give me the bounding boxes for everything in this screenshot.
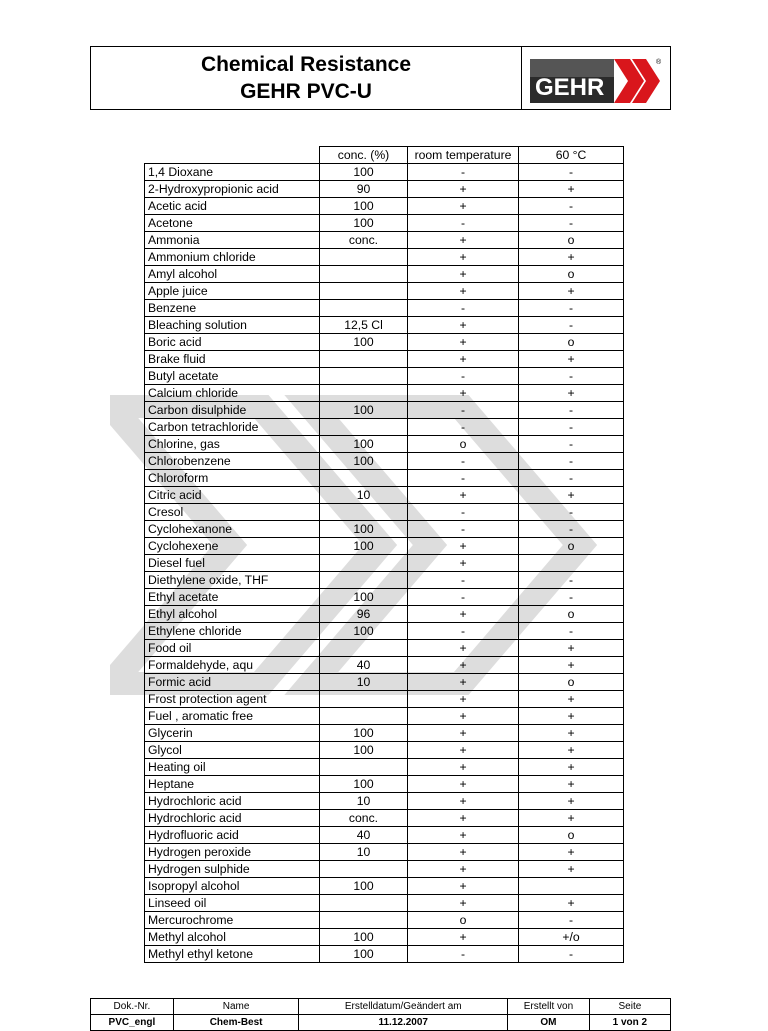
chemical-name: Chlorobenzene bbox=[145, 453, 320, 470]
60c-rating: o bbox=[519, 606, 624, 623]
60c-rating: o bbox=[519, 266, 624, 283]
table-row bbox=[145, 691, 624, 708]
concentration bbox=[320, 300, 408, 317]
concentration bbox=[320, 691, 408, 708]
60c-rating: - bbox=[519, 317, 624, 334]
table-row bbox=[145, 725, 624, 742]
footer-value-row bbox=[91, 1015, 671, 1031]
table-row bbox=[145, 844, 624, 861]
footer-label-doc-nr: Dok.-Nr. bbox=[91, 999, 174, 1015]
chemical-name: Hydrochloric acid bbox=[145, 793, 320, 810]
room-temperature-rating: + bbox=[408, 181, 519, 198]
room-temperature-rating: + bbox=[408, 640, 519, 657]
footer-name: Chem-Best bbox=[173, 1015, 299, 1031]
table-row bbox=[145, 946, 624, 963]
60c-rating: + bbox=[519, 844, 624, 861]
room-temperature-rating: + bbox=[408, 283, 519, 300]
concentration: 100 bbox=[320, 929, 408, 946]
60c-rating: - bbox=[519, 436, 624, 453]
concentration: 96 bbox=[320, 606, 408, 623]
table-row bbox=[145, 827, 624, 844]
60c-rating: o bbox=[519, 334, 624, 351]
chemical-name: Hydrogen peroxide bbox=[145, 844, 320, 861]
chemical-name: Formic acid bbox=[145, 674, 320, 691]
concentration bbox=[320, 895, 408, 912]
chemical-name: Brake fluid bbox=[145, 351, 320, 368]
room-temperature-rating: - bbox=[408, 419, 519, 436]
room-temperature-rating: + bbox=[408, 266, 519, 283]
concentration bbox=[320, 759, 408, 776]
title-line-1: Chemical Resistance bbox=[200, 53, 412, 76]
concentration: 100 bbox=[320, 776, 408, 793]
room-temperature-rating: - bbox=[408, 521, 519, 538]
table-row bbox=[145, 215, 624, 232]
60c-rating bbox=[519, 555, 624, 572]
registered-mark: ® bbox=[656, 59, 662, 66]
concentration: conc. bbox=[320, 810, 408, 827]
room-temperature-rating: + bbox=[408, 385, 519, 402]
room-temperature-rating: - bbox=[408, 164, 519, 181]
60c-rating: + bbox=[519, 351, 624, 368]
60c-rating: + bbox=[519, 657, 624, 674]
footer-label-author: Erstellt von bbox=[508, 999, 590, 1015]
concentration bbox=[320, 249, 408, 266]
concentration bbox=[320, 470, 408, 487]
chemical-name: Ethyl alcohol bbox=[145, 606, 320, 623]
60c-rating: - bbox=[519, 198, 624, 215]
concentration: 40 bbox=[320, 827, 408, 844]
room-temperature-rating: - bbox=[408, 572, 519, 589]
concentration: 100 bbox=[320, 436, 408, 453]
60c-rating: - bbox=[519, 419, 624, 436]
footer-author: OM bbox=[508, 1015, 590, 1031]
room-temperature-rating: + bbox=[408, 538, 519, 555]
table-row bbox=[145, 232, 624, 249]
chemical-name: Glycerin bbox=[145, 725, 320, 742]
document-title bbox=[91, 51, 521, 105]
room-temperature-rating: + bbox=[408, 878, 519, 895]
table-row bbox=[145, 249, 624, 266]
chemical-name: Hydrogen sulphide bbox=[145, 861, 320, 878]
chemical-name: Bleaching solution bbox=[145, 317, 320, 334]
60c-rating: o bbox=[519, 538, 624, 555]
footer-label-page: Seite bbox=[589, 999, 670, 1015]
chemical-name: Butyl acetate bbox=[145, 368, 320, 385]
concentration bbox=[320, 912, 408, 929]
room-temperature-rating: + bbox=[408, 351, 519, 368]
room-temperature-rating: - bbox=[408, 368, 519, 385]
chemical-name: Apple juice bbox=[145, 283, 320, 300]
concentration bbox=[320, 266, 408, 283]
chemical-name: Carbon disulphide bbox=[145, 402, 320, 419]
concentration bbox=[320, 504, 408, 521]
table-row bbox=[145, 487, 624, 504]
60c-rating: + bbox=[519, 895, 624, 912]
room-temperature-rating: o bbox=[408, 912, 519, 929]
table-row bbox=[145, 436, 624, 453]
concentration bbox=[320, 283, 408, 300]
60c-rating: + bbox=[519, 810, 624, 827]
document-header bbox=[90, 46, 671, 110]
chemical-name: 1,4 Dioxane bbox=[145, 164, 320, 181]
footer-label-date: Erstelldatum/Geändert am bbox=[299, 999, 508, 1015]
60c-rating: + bbox=[519, 742, 624, 759]
table-row bbox=[145, 198, 624, 215]
concentration: 100 bbox=[320, 198, 408, 215]
chemical-name: Cresol bbox=[145, 504, 320, 521]
room-temperature-rating: + bbox=[408, 929, 519, 946]
concentration: 100 bbox=[320, 878, 408, 895]
concentration: 10 bbox=[320, 487, 408, 504]
60c-rating: + bbox=[519, 776, 624, 793]
chemical-name: Glycol bbox=[145, 742, 320, 759]
chemical-name: Ethyl acetate bbox=[145, 589, 320, 606]
60c-rating: + bbox=[519, 640, 624, 657]
footer-label-name: Name bbox=[173, 999, 299, 1015]
room-temperature-rating: + bbox=[408, 249, 519, 266]
room-temperature-rating: + bbox=[408, 606, 519, 623]
concentration: 100 bbox=[320, 589, 408, 606]
header-room-temperature: room temperature bbox=[408, 147, 519, 164]
60c-rating: - bbox=[519, 521, 624, 538]
concentration: 100 bbox=[320, 538, 408, 555]
concentration bbox=[320, 708, 408, 725]
chemical-name: Chloroform bbox=[145, 470, 320, 487]
60c-rating: + bbox=[519, 283, 624, 300]
concentration: 90 bbox=[320, 181, 408, 198]
concentration: 100 bbox=[320, 623, 408, 640]
table-row bbox=[145, 453, 624, 470]
room-temperature-rating: + bbox=[408, 810, 519, 827]
concentration: 100 bbox=[320, 521, 408, 538]
60c-rating: + bbox=[519, 487, 624, 504]
header-blank bbox=[145, 147, 320, 164]
60c-rating: - bbox=[519, 504, 624, 521]
60c-rating: + bbox=[519, 385, 624, 402]
60c-rating: + bbox=[519, 861, 624, 878]
room-temperature-rating: - bbox=[408, 402, 519, 419]
logo-text: GEHR bbox=[535, 74, 605, 101]
60c-rating: - bbox=[519, 589, 624, 606]
footer-doc-nr: PVC_engl bbox=[91, 1015, 174, 1031]
room-temperature-rating: + bbox=[408, 334, 519, 351]
concentration: 10 bbox=[320, 793, 408, 810]
room-temperature-rating: - bbox=[408, 946, 519, 963]
60c-rating: + bbox=[519, 708, 624, 725]
table-row bbox=[145, 929, 624, 946]
table-row bbox=[145, 878, 624, 895]
table-row bbox=[145, 759, 624, 776]
concentration bbox=[320, 640, 408, 657]
60c-rating: o bbox=[519, 674, 624, 691]
chemical-name: Hydrofluoric acid bbox=[145, 827, 320, 844]
room-temperature-rating: + bbox=[408, 844, 519, 861]
chemical-name: Formaldehyde, aqu bbox=[145, 657, 320, 674]
table-row bbox=[145, 861, 624, 878]
concentration: 100 bbox=[320, 402, 408, 419]
concentration: 100 bbox=[320, 215, 408, 232]
chemical-name: Heptane bbox=[145, 776, 320, 793]
chemical-name: Mercurochrome bbox=[145, 912, 320, 929]
chemical-name: Calcium chloride bbox=[145, 385, 320, 402]
60c-rating: + bbox=[519, 691, 624, 708]
footer-page: 1 von 2 bbox=[589, 1015, 670, 1031]
60c-rating: - bbox=[519, 946, 624, 963]
chemical-name: Linseed oil bbox=[145, 895, 320, 912]
header-60c: 60 °C bbox=[519, 147, 624, 164]
room-temperature-rating: - bbox=[408, 470, 519, 487]
chemical-name: Ammonium chloride bbox=[145, 249, 320, 266]
table-row bbox=[145, 776, 624, 793]
chemical-name: Isopropyl alcohol bbox=[145, 878, 320, 895]
room-temperature-rating: - bbox=[408, 215, 519, 232]
60c-rating: +/o bbox=[519, 929, 624, 946]
room-temperature-rating: o bbox=[408, 436, 519, 453]
concentration: 40 bbox=[320, 657, 408, 674]
concentration bbox=[320, 555, 408, 572]
chemical-name: Diesel fuel bbox=[145, 555, 320, 572]
table-row bbox=[145, 164, 624, 181]
chemical-name: Chlorine, gas bbox=[145, 436, 320, 453]
chemical-name: Methyl ethyl ketone bbox=[145, 946, 320, 963]
room-temperature-rating: - bbox=[408, 623, 519, 640]
table-row bbox=[145, 623, 624, 640]
concentration: 100 bbox=[320, 742, 408, 759]
concentration: 100 bbox=[320, 946, 408, 963]
table-row bbox=[145, 368, 624, 385]
chemical-name: Boric acid bbox=[145, 334, 320, 351]
room-temperature-rating: + bbox=[408, 317, 519, 334]
room-temperature-rating: - bbox=[408, 504, 519, 521]
room-temperature-rating: + bbox=[408, 759, 519, 776]
table-row bbox=[145, 606, 624, 623]
room-temperature-rating: + bbox=[408, 725, 519, 742]
table-row bbox=[145, 351, 624, 368]
chemical-name: Ethylene chloride bbox=[145, 623, 320, 640]
header-concentration: conc. (%) bbox=[320, 147, 408, 164]
table-row bbox=[145, 640, 624, 657]
table-row bbox=[145, 521, 624, 538]
table-row bbox=[145, 317, 624, 334]
table-row bbox=[145, 810, 624, 827]
table-row bbox=[145, 385, 624, 402]
concentration: 10 bbox=[320, 844, 408, 861]
table-row bbox=[145, 266, 624, 283]
chemical-name: Diethylene oxide, THF bbox=[145, 572, 320, 589]
chemical-name: Frost protection agent bbox=[145, 691, 320, 708]
60c-rating: + bbox=[519, 249, 624, 266]
concentration: 12,5 Cl bbox=[320, 317, 408, 334]
table-row bbox=[145, 402, 624, 419]
60c-rating: + bbox=[519, 725, 624, 742]
concentration: 100 bbox=[320, 453, 408, 470]
chemical-name: Heating oil bbox=[145, 759, 320, 776]
table-row bbox=[145, 674, 624, 691]
footer-date: 11.12.2007 bbox=[299, 1015, 508, 1031]
chemical-name: Carbon tetrachloride bbox=[145, 419, 320, 436]
chemical-name: Hydrochloric acid bbox=[145, 810, 320, 827]
60c-rating: - bbox=[519, 912, 624, 929]
chemical-name: Methyl alcohol bbox=[145, 929, 320, 946]
concentration: 10 bbox=[320, 674, 408, 691]
room-temperature-rating: + bbox=[408, 861, 519, 878]
60c-rating: - bbox=[519, 453, 624, 470]
concentration bbox=[320, 351, 408, 368]
60c-rating: + bbox=[519, 759, 624, 776]
chemical-name: Benzene bbox=[145, 300, 320, 317]
concentration: 100 bbox=[320, 164, 408, 181]
chemical-name: Acetic acid bbox=[145, 198, 320, 215]
table-row bbox=[145, 793, 624, 810]
room-temperature-rating: - bbox=[408, 453, 519, 470]
chemical-name: Food oil bbox=[145, 640, 320, 657]
60c-rating: - bbox=[519, 215, 624, 232]
logo-cell bbox=[521, 47, 671, 109]
concentration bbox=[320, 368, 408, 385]
chemical-name: Fuel , aromatic free bbox=[145, 708, 320, 725]
gehr-logo bbox=[530, 57, 663, 104]
table-row bbox=[145, 470, 624, 487]
60c-rating bbox=[519, 878, 624, 895]
60c-rating: - bbox=[519, 164, 624, 181]
60c-rating: - bbox=[519, 300, 624, 317]
room-temperature-rating: + bbox=[408, 674, 519, 691]
room-temperature-rating: + bbox=[408, 232, 519, 249]
room-temperature-rating: + bbox=[408, 487, 519, 504]
room-temperature-rating: + bbox=[408, 555, 519, 572]
chemical-name: Ammonia bbox=[145, 232, 320, 249]
room-temperature-rating: + bbox=[408, 827, 519, 844]
60c-rating: - bbox=[519, 572, 624, 589]
chemical-name: Amyl alcohol bbox=[145, 266, 320, 283]
table-row bbox=[145, 895, 624, 912]
room-temperature-rating: + bbox=[408, 793, 519, 810]
table-row bbox=[145, 912, 624, 929]
chemical-name: Cyclohexanone bbox=[145, 521, 320, 538]
table-row bbox=[145, 334, 624, 351]
concentration: 100 bbox=[320, 334, 408, 351]
room-temperature-rating: + bbox=[408, 691, 519, 708]
document-footer bbox=[90, 998, 671, 1031]
table-row bbox=[145, 538, 624, 555]
table-row bbox=[145, 181, 624, 198]
table-row bbox=[145, 504, 624, 521]
concentration bbox=[320, 572, 408, 589]
chemical-name: Citric acid bbox=[145, 487, 320, 504]
chemical-name: Cyclohexene bbox=[145, 538, 320, 555]
table-row bbox=[145, 300, 624, 317]
chemical-name: 2-Hydroxypropionic acid bbox=[145, 181, 320, 198]
table-row bbox=[145, 708, 624, 725]
60c-rating: o bbox=[519, 232, 624, 249]
title-line-2: GEHR PVC-U bbox=[240, 80, 372, 103]
table-row bbox=[145, 572, 624, 589]
60c-rating: + bbox=[519, 181, 624, 198]
concentration bbox=[320, 861, 408, 878]
table-row bbox=[145, 283, 624, 300]
table-row bbox=[145, 555, 624, 572]
room-temperature-rating: + bbox=[408, 776, 519, 793]
room-temperature-rating: + bbox=[408, 657, 519, 674]
room-temperature-rating: + bbox=[408, 895, 519, 912]
room-temperature-rating: + bbox=[408, 708, 519, 725]
table-row bbox=[145, 419, 624, 436]
chemical-resistance-table bbox=[144, 146, 624, 963]
60c-rating: - bbox=[519, 402, 624, 419]
table-row bbox=[145, 657, 624, 674]
60c-rating: + bbox=[519, 793, 624, 810]
room-temperature-rating: + bbox=[408, 742, 519, 759]
table-row bbox=[145, 742, 624, 759]
room-temperature-rating: + bbox=[408, 198, 519, 215]
60c-rating: - bbox=[519, 368, 624, 385]
table-header-row bbox=[145, 147, 624, 164]
room-temperature-rating: - bbox=[408, 589, 519, 606]
room-temperature-rating: - bbox=[408, 300, 519, 317]
chemical-name: Acetone bbox=[145, 215, 320, 232]
concentration bbox=[320, 385, 408, 402]
60c-rating: - bbox=[519, 470, 624, 487]
60c-rating: o bbox=[519, 827, 624, 844]
footer-label-row bbox=[91, 999, 671, 1015]
concentration: 100 bbox=[320, 725, 408, 742]
concentration: conc. bbox=[320, 232, 408, 249]
60c-rating: - bbox=[519, 623, 624, 640]
concentration bbox=[320, 419, 408, 436]
table-row bbox=[145, 589, 624, 606]
